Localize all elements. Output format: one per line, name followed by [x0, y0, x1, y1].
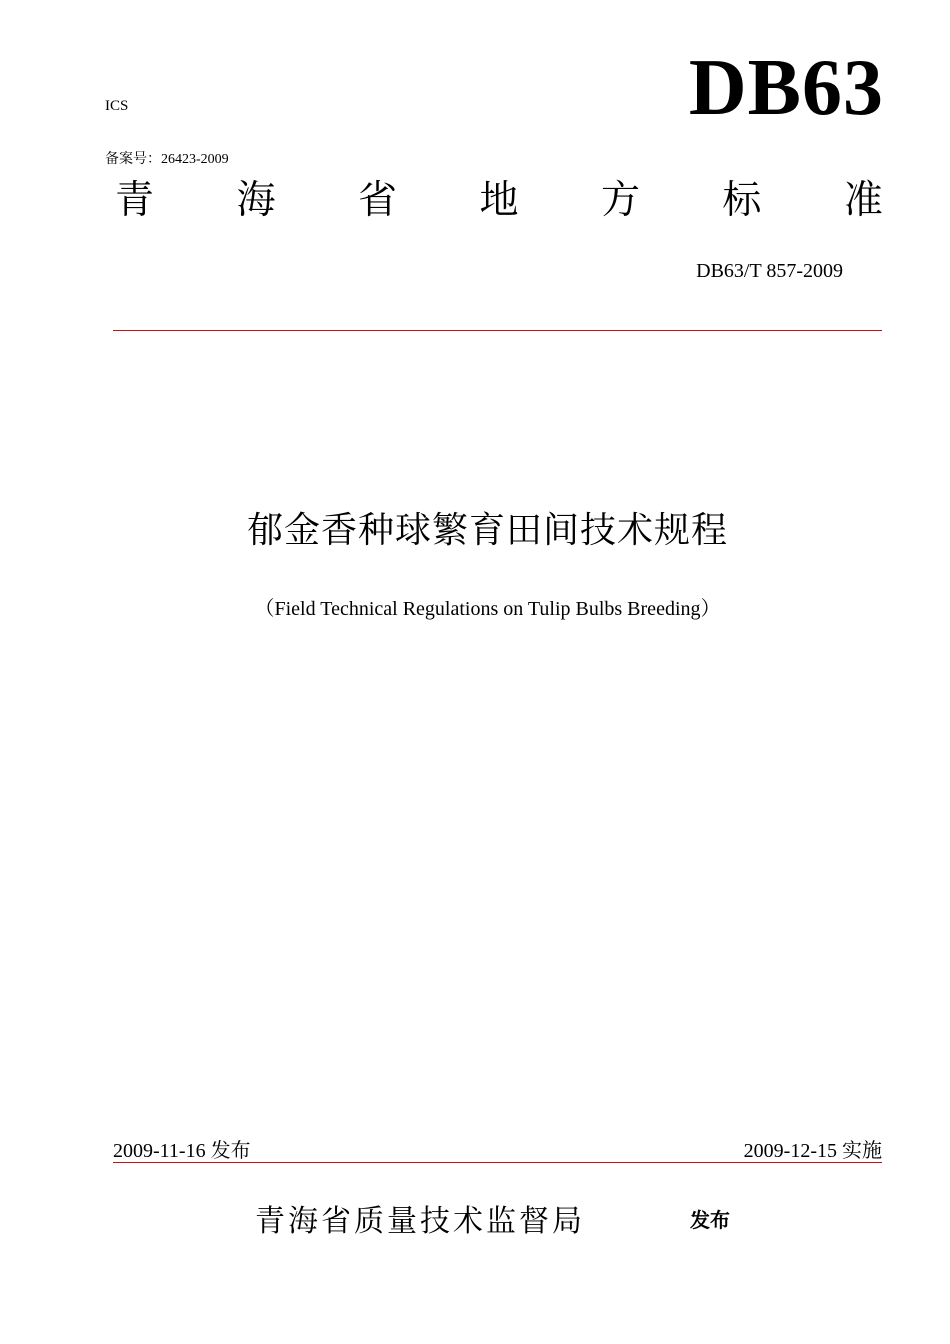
footer-divider [113, 1162, 882, 1163]
standard-type-char: 海 [236, 178, 276, 223]
document-title: 郁金香种球繁育田间技术规程 [246, 510, 728, 551]
issue-date: 2009-11-16 发布 [113, 1140, 251, 1162]
standard-type-char: 青 [115, 178, 155, 223]
standard-type-char: 地 [479, 178, 519, 223]
issuing-authority: 青海省质量技术监督局 [255, 1204, 585, 1239]
standard-type-char: 省 [357, 178, 397, 223]
standard-code: DB63 [688, 44, 884, 132]
issuing-authority-suffix: 发布 [690, 1208, 730, 1232]
ics-label: ICS [105, 98, 129, 114]
implementation-date: 2009-12-15 实施 [743, 1140, 882, 1162]
standard-number: DB63/T 857-2009 [696, 260, 843, 282]
standard-type-char: 准 [843, 178, 883, 223]
standard-type-char: 标 [722, 178, 762, 223]
standard-type-char: 方 [600, 178, 640, 223]
standard-type-heading [115, 178, 883, 224]
document-title-english: （Field Technical Regulations on Tulip Bulbs Breeding） [254, 598, 721, 620]
record-number: 备案号：26423-2009 [105, 152, 229, 167]
header-divider [113, 330, 882, 331]
